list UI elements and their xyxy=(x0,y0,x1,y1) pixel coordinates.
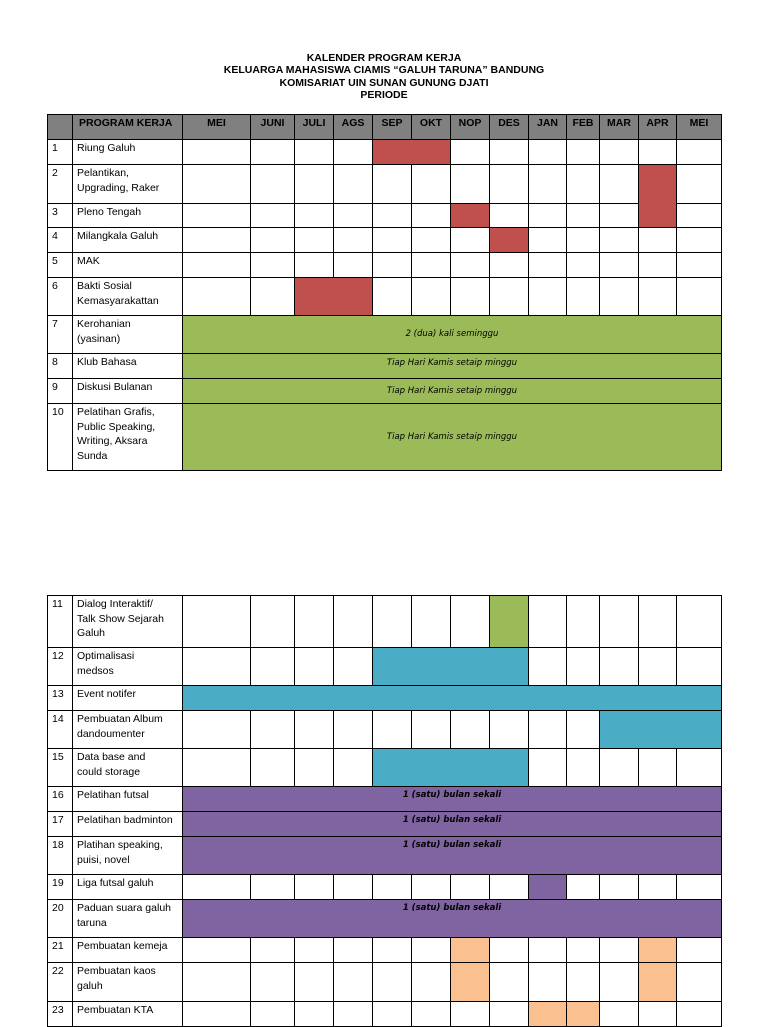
schedule-bar xyxy=(373,140,451,165)
program-name: Platihan speaking, puisi, novel xyxy=(73,837,183,875)
title-line-1: KALENDER PROGRAM KERJA xyxy=(306,52,462,64)
table-row xyxy=(48,379,722,404)
header-month: JULI xyxy=(295,115,334,140)
row-number: 2 xyxy=(48,165,73,204)
program-name: Klub Bahasa xyxy=(73,354,183,379)
program-name: Pembuatan KTA xyxy=(73,1002,183,1027)
schedule-note: 1 (satu) bulan sekali xyxy=(183,812,722,837)
table-row xyxy=(48,204,722,228)
header-month: MEI xyxy=(183,115,251,140)
program-name: Riung Galuh xyxy=(73,140,183,165)
schedule-note: Tiap Hari Kamis setaip minggu xyxy=(183,404,722,471)
header-no xyxy=(48,115,73,140)
header-month: APR xyxy=(639,115,677,140)
program-name: Dialog Interaktif/ Talk Show Sejarah Galuh xyxy=(73,596,183,648)
table-row xyxy=(48,963,722,1002)
row-number: 17 xyxy=(48,812,73,837)
table-row xyxy=(48,711,722,749)
table-row xyxy=(48,253,722,278)
schedule-bar xyxy=(451,204,490,228)
row-number: 5 xyxy=(48,253,73,278)
schedule-bar xyxy=(183,686,722,711)
table-row xyxy=(48,749,722,787)
program-name: Milangkala Galuh xyxy=(73,228,183,253)
schedule-bar xyxy=(600,711,722,749)
title-line-2: KELUARGA MAHASISWA CIAMIS “GALUH TARUNA” BANDUNG xyxy=(223,64,545,77)
program-name: Liga futsal galuh xyxy=(73,875,183,900)
header-month: JUNI xyxy=(251,115,295,140)
schedule-bar xyxy=(529,875,567,900)
table-row xyxy=(48,686,722,711)
row-number: 4 xyxy=(48,228,73,253)
schedule-bar xyxy=(567,1002,600,1027)
table-row xyxy=(48,900,722,938)
header-month: SEP xyxy=(373,115,412,140)
table-row xyxy=(48,404,722,471)
header-month: DES xyxy=(490,115,529,140)
program-name: Pembuatan kaos galuh xyxy=(73,963,183,1002)
row-number: 19 xyxy=(48,875,73,900)
table-row xyxy=(48,812,722,837)
table-row xyxy=(48,648,722,686)
schedule-bar xyxy=(529,1002,567,1027)
row-number: 1 xyxy=(48,140,73,165)
row-number: 15 xyxy=(48,749,73,787)
schedule-note: Tiap Hari Kamis setaip minggu xyxy=(183,354,722,379)
row-number: 14 xyxy=(48,711,73,749)
row-number: 8 xyxy=(48,354,73,379)
row-number: 6 xyxy=(48,278,73,316)
schedule-bar xyxy=(373,648,529,686)
row-number: 3 xyxy=(48,204,73,228)
table-row xyxy=(48,316,722,354)
header-month: OKT xyxy=(412,115,451,140)
schedule-bar xyxy=(490,228,529,253)
header-program: PROGRAM KERJA xyxy=(73,115,183,140)
schedule-bar xyxy=(295,278,373,316)
row-number: 13 xyxy=(48,686,73,711)
program-name: Pelatihan futsal xyxy=(73,787,183,812)
schedule-note: 2 (dua) kali seminggu xyxy=(183,316,722,354)
schedule-table-2 xyxy=(47,595,722,1027)
row-number: 23 xyxy=(48,1002,73,1027)
schedule-table-1 xyxy=(47,114,722,471)
row-number: 7 xyxy=(48,316,73,354)
program-name: Optimalisasi medsos xyxy=(73,648,183,686)
table-row xyxy=(48,228,722,253)
table-row xyxy=(48,278,722,316)
table-row xyxy=(48,354,722,379)
row-number: 9 xyxy=(48,379,73,404)
schedule-bar xyxy=(639,963,677,1002)
schedule-note: Tiap Hari Kamis setaip minggu xyxy=(183,379,722,404)
program-name: Pelatihan Grafis, Public Speaking, Writing, Aksara Sunda xyxy=(73,404,183,471)
document-title xyxy=(0,52,768,101)
program-name: MAK xyxy=(73,253,183,278)
schedule-bar xyxy=(373,749,529,787)
header-month: MEI xyxy=(677,115,722,140)
program-name: Pleno Tengah xyxy=(73,204,183,228)
table-row xyxy=(48,165,722,204)
table-row xyxy=(48,1002,722,1027)
table-row xyxy=(48,875,722,900)
program-name: Pelantikan, Upgrading, Raker xyxy=(73,165,183,204)
program-name: Bakti Sosial Kemasyarakattan xyxy=(73,278,183,316)
program-name: Data base and could storage xyxy=(73,749,183,787)
row-number: 18 xyxy=(48,837,73,875)
header-month: NOP xyxy=(451,115,490,140)
table-row xyxy=(48,837,722,875)
program-name: Diskusi Bulanan xyxy=(73,379,183,404)
program-name: Pelatihan badminton xyxy=(73,812,183,837)
header-month: JAN xyxy=(529,115,567,140)
schedule-bar xyxy=(639,165,677,228)
program-name: Event notifer xyxy=(73,686,183,711)
schedule-bar xyxy=(639,938,677,963)
row-number: 20 xyxy=(48,900,73,938)
header-row xyxy=(48,115,722,140)
header-month: MAR xyxy=(600,115,639,140)
row-number: 21 xyxy=(48,938,73,963)
title-line-4: PERIODE xyxy=(360,88,408,101)
row-number: 10 xyxy=(48,404,73,471)
schedule-note: 1 (satu) bulan sekali xyxy=(183,900,722,938)
schedule-bar xyxy=(451,938,490,963)
title-line-3: KOMISARIAT UIN SUNAN GUNUNG DJATI xyxy=(279,76,489,89)
table-row xyxy=(48,938,722,963)
program-name: Pembuatan Album dandoumenter xyxy=(73,711,183,749)
schedule-note: 1 (satu) bulan sekali xyxy=(183,837,722,875)
header-month: AGS xyxy=(334,115,373,140)
row-number: 11 xyxy=(48,596,73,648)
program-name: Paduan suara galuh taruna xyxy=(73,900,183,938)
table-row xyxy=(48,140,722,165)
header-month: FEB xyxy=(567,115,600,140)
program-name: Kerohanian (yasinan) xyxy=(73,316,183,354)
row-number: 22 xyxy=(48,963,73,1002)
table-row xyxy=(48,596,722,648)
table-row xyxy=(48,787,722,812)
schedule-bar xyxy=(490,596,529,648)
row-number: 12 xyxy=(48,648,73,686)
schedule-bar xyxy=(451,963,490,1002)
row-number: 16 xyxy=(48,787,73,812)
program-name: Pembuatan kemeja xyxy=(73,938,183,963)
schedule-note: 1 (satu) bulan sekali xyxy=(183,787,722,812)
